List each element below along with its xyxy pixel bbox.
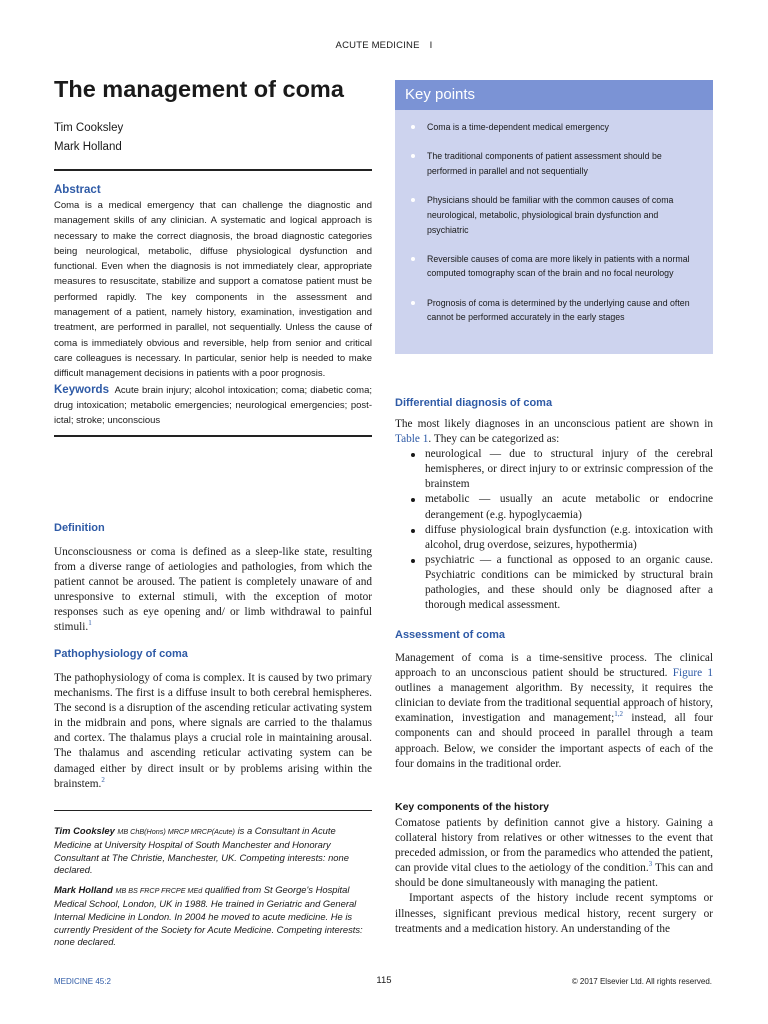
differential-intro-text: . They can be categorized as: — [428, 433, 560, 446]
bullet-icon — [411, 529, 415, 533]
running-head-separator: I — [429, 40, 433, 51]
definition-text — [54, 545, 372, 636]
bullet-icon — [411, 498, 415, 502]
list-item — [395, 553, 713, 613]
key-point-text: The traditional components of patient assessment should be performed in parallel and not sequentially — [427, 151, 662, 176]
key-points-box — [395, 80, 713, 354]
assessment-text — [395, 651, 713, 772]
key-point-item — [411, 296, 699, 325]
pathophysiology-heading: Pathophysiology of coma — [54, 648, 188, 660]
differential-intro-text: The most likely diagnoses in an unconscious patient are shown in — [395, 418, 713, 430]
footer-copyright: © 2017 Elsevier Ltd. All rights reserved. — [571, 977, 712, 986]
key-point-text: Prognosis of coma is determined by the underlying cause and often cannot be performed accurately in the early stages — [427, 297, 690, 323]
bio-name: Tim Cooksley — [54, 825, 115, 836]
divider — [54, 810, 372, 811]
article-title: The management of coma — [54, 76, 344, 102]
keywords-label: Keywords — [54, 383, 109, 396]
key-point-item — [411, 120, 699, 135]
bullet-icon — [411, 257, 415, 261]
list-item — [395, 447, 713, 492]
bio-text: is a Consultant in Acute Medicine at University Hospital of South Manchester and Honorary Consultant at The Christie, Manchester, UK. Competing interests: none declared. — [54, 825, 349, 876]
abstract-heading: Abstract — [54, 184, 101, 196]
bullet-icon — [411, 125, 415, 129]
definition-heading: Definition — [54, 522, 105, 534]
bullet-icon — [411, 453, 415, 457]
bio-text: qualified from St George's Hospital Medical School, London, UK in 1988. He trained in Geriatric and General Internal Medicine in London. In 2004 he moved to acute medicine. He is currently President of the Society for Acute Medicine. Competing interests: none declared. — [54, 884, 363, 948]
table-link[interactable]: Table 1 — [395, 433, 429, 446]
author-name: Mark Holland — [54, 141, 122, 153]
key-points-heading: Key points — [395, 80, 713, 110]
list-item-text: neurological — due to structural injury of the cerebral hemispheres, or direct injury to or extrinsic compression of the brainstem — [425, 448, 713, 491]
list-item-text: psychiatric — a functional as opposed to an organic cause. Psychiatric conditions can be mimicked by structural brain pathologies, and these should only be diagnosed after a thorough medical assessment. — [425, 553, 713, 612]
divider — [54, 435, 372, 437]
bullet-icon — [411, 154, 415, 158]
key-components-heading: Key components of the history — [395, 801, 550, 813]
reference-link[interactable]: 3 — [648, 860, 653, 869]
bullet-icon — [411, 198, 415, 202]
author-name: Tim Cooksley — [54, 122, 124, 134]
running-head — [0, 40, 768, 51]
bullet-icon — [411, 559, 415, 563]
divider — [54, 169, 372, 171]
differential-list — [395, 447, 713, 613]
list-item-text: diffuse physiological brain dysfunction (e.g. intoxication with alcohol, drug overdose, seizures, hypothermia) — [425, 523, 713, 551]
pathophysiology-text — [54, 671, 372, 792]
key-components-paragraph — [395, 816, 713, 891]
author-bio — [54, 825, 372, 877]
author-bios — [54, 825, 372, 956]
key-point-item — [411, 252, 699, 281]
reference-link[interactable]: 1 — [88, 619, 92, 628]
page-number: 115 — [376, 975, 392, 986]
keywords-text: Acute brain injury; alcohol intoxication; coma; diabetic coma; drug intoxication; metabolic emergencies; neurological emergencies; post-ictal; stroke; unconscious — [54, 384, 372, 427]
abstract-text: Coma is a medical emergency that can challenge the diagnostic and management skills of any clinician. A systematic and logical approach is necessary to make the correct diagnosis, the broad diagnostic categories being neurological, metabolic, diffuse physiological dysfunction and functional. Even when the diagnosis is not immediately clear, appropriate measures to resuscitate, stabilize and support a comatose patient must be performed rapidly. The key components in the assessment and management of a patient, namely history, examination, investigation and treatment, are performed in parallel, not sequentially. Unless the cause of coma is immediately obvious and reversible, help from senior and critical care colleagues is necessary. In particular, senior help is needed to make difficult management decisions in patients with a poor prognosis. — [54, 200, 372, 380]
key-components-paragraph: Important aspects of the history include recent symptoms or illnesses, significant previous medical history, recent surgery or treatments and a medication history. An understanding of the — [395, 892, 713, 935]
reference-link[interactable]: 2 — [101, 775, 105, 784]
list-item — [395, 523, 713, 553]
running-head-text: ACUTE MEDICINE — [335, 40, 420, 51]
bio-qualifications: MB BS FRCP FRCPE MEd — [115, 886, 203, 896]
figure-link[interactable]: Figure 1 — [672, 667, 714, 680]
assessment-body: Management of coma is a time-sensitive process. The clinical approach to an unconscious patient should be structured. — [395, 652, 713, 680]
reference-link[interactable]: 1,2 — [614, 710, 623, 719]
key-point-item — [411, 149, 699, 178]
key-point-text: Coma is a time-dependent medical emergency — [427, 122, 609, 132]
assessment-body: instead, all four components can and should proceed in parallel through a team approach. Below, we consider the important aspects of each of the four domains in the traditional order. — [395, 712, 713, 770]
paragraph-text: This can and should be done simultaneously with managing the patient. — [395, 862, 713, 890]
key-components-section — [395, 816, 713, 937]
assessment-heading: Assessment of coma — [395, 629, 506, 641]
key-point-text: Reversible causes of coma are more likely in patients with a normal computed tomography scan of the brain and no focal neurology — [427, 253, 690, 279]
author-bio — [54, 884, 372, 949]
paragraph-text: Comatose patients by definition cannot give a history. Gaining a collateral history from relatives or other witnesses to the event that preceded admission, or from the paramedics who attended the patient, can provide vital clues to the aetiology of the condition. — [395, 817, 713, 875]
list-item-text: metabolic — usually an acute metabolic or endocrine derangement (e.g. hypoglycaemia) — [425, 493, 713, 521]
differential-section — [395, 417, 713, 613]
differential-intro — [395, 417, 713, 447]
bio-name: Mark Holland — [54, 884, 113, 896]
pathophysiology-body: The pathophysiology of coma is complex. It is caused by two primary mechanisms. The first is a diffuse insult to both cerebral hemispheres. The second is a disruption of the ascending reticular activating system in the midbrain and pons, where signals are carried to the thalamus and cortex. The thalamus plays a crucial role in maintaining arousal. The thalamus and ascending reticular activating system can be damaged either by direct insult or by problems arising within the brainstem. — [54, 672, 372, 790]
author-list — [54, 119, 372, 157]
keywords — [54, 383, 372, 429]
left-column-top — [54, 74, 372, 437]
key-point-item — [411, 193, 699, 237]
list-item — [395, 492, 713, 522]
bio-qualifications: MB ChB(Hons) MRCP MRCP(Acute) — [117, 827, 235, 836]
footer-journal: MEDICINE 45:2 — [54, 977, 111, 986]
key-point-text: Physicians should be familiar with the common causes of coma neurological, metabolic, physiological brain dysfunction and psychiatric — [427, 195, 674, 235]
differential-heading: Differential diagnosis of coma — [395, 397, 553, 409]
assessment-body: outlines a management algorithm. By necessity, it requires the clinician to deviate from the traditional sequential approach of history, examination, investigation and management; — [395, 682, 713, 725]
bullet-icon — [411, 301, 415, 305]
key-points-list — [395, 110, 713, 325]
definition-body: Unconsciousness or coma is defined as a sleep-like state, resulting from a diverse range of aetiologies and pathologies, from which the patient cannot be aroused. The patient is completely unaware of and unresponsive to external stimuli, with the exception of motor responses such as eye opening and/ or limb withdrawal to painful stimuli. — [54, 546, 372, 634]
